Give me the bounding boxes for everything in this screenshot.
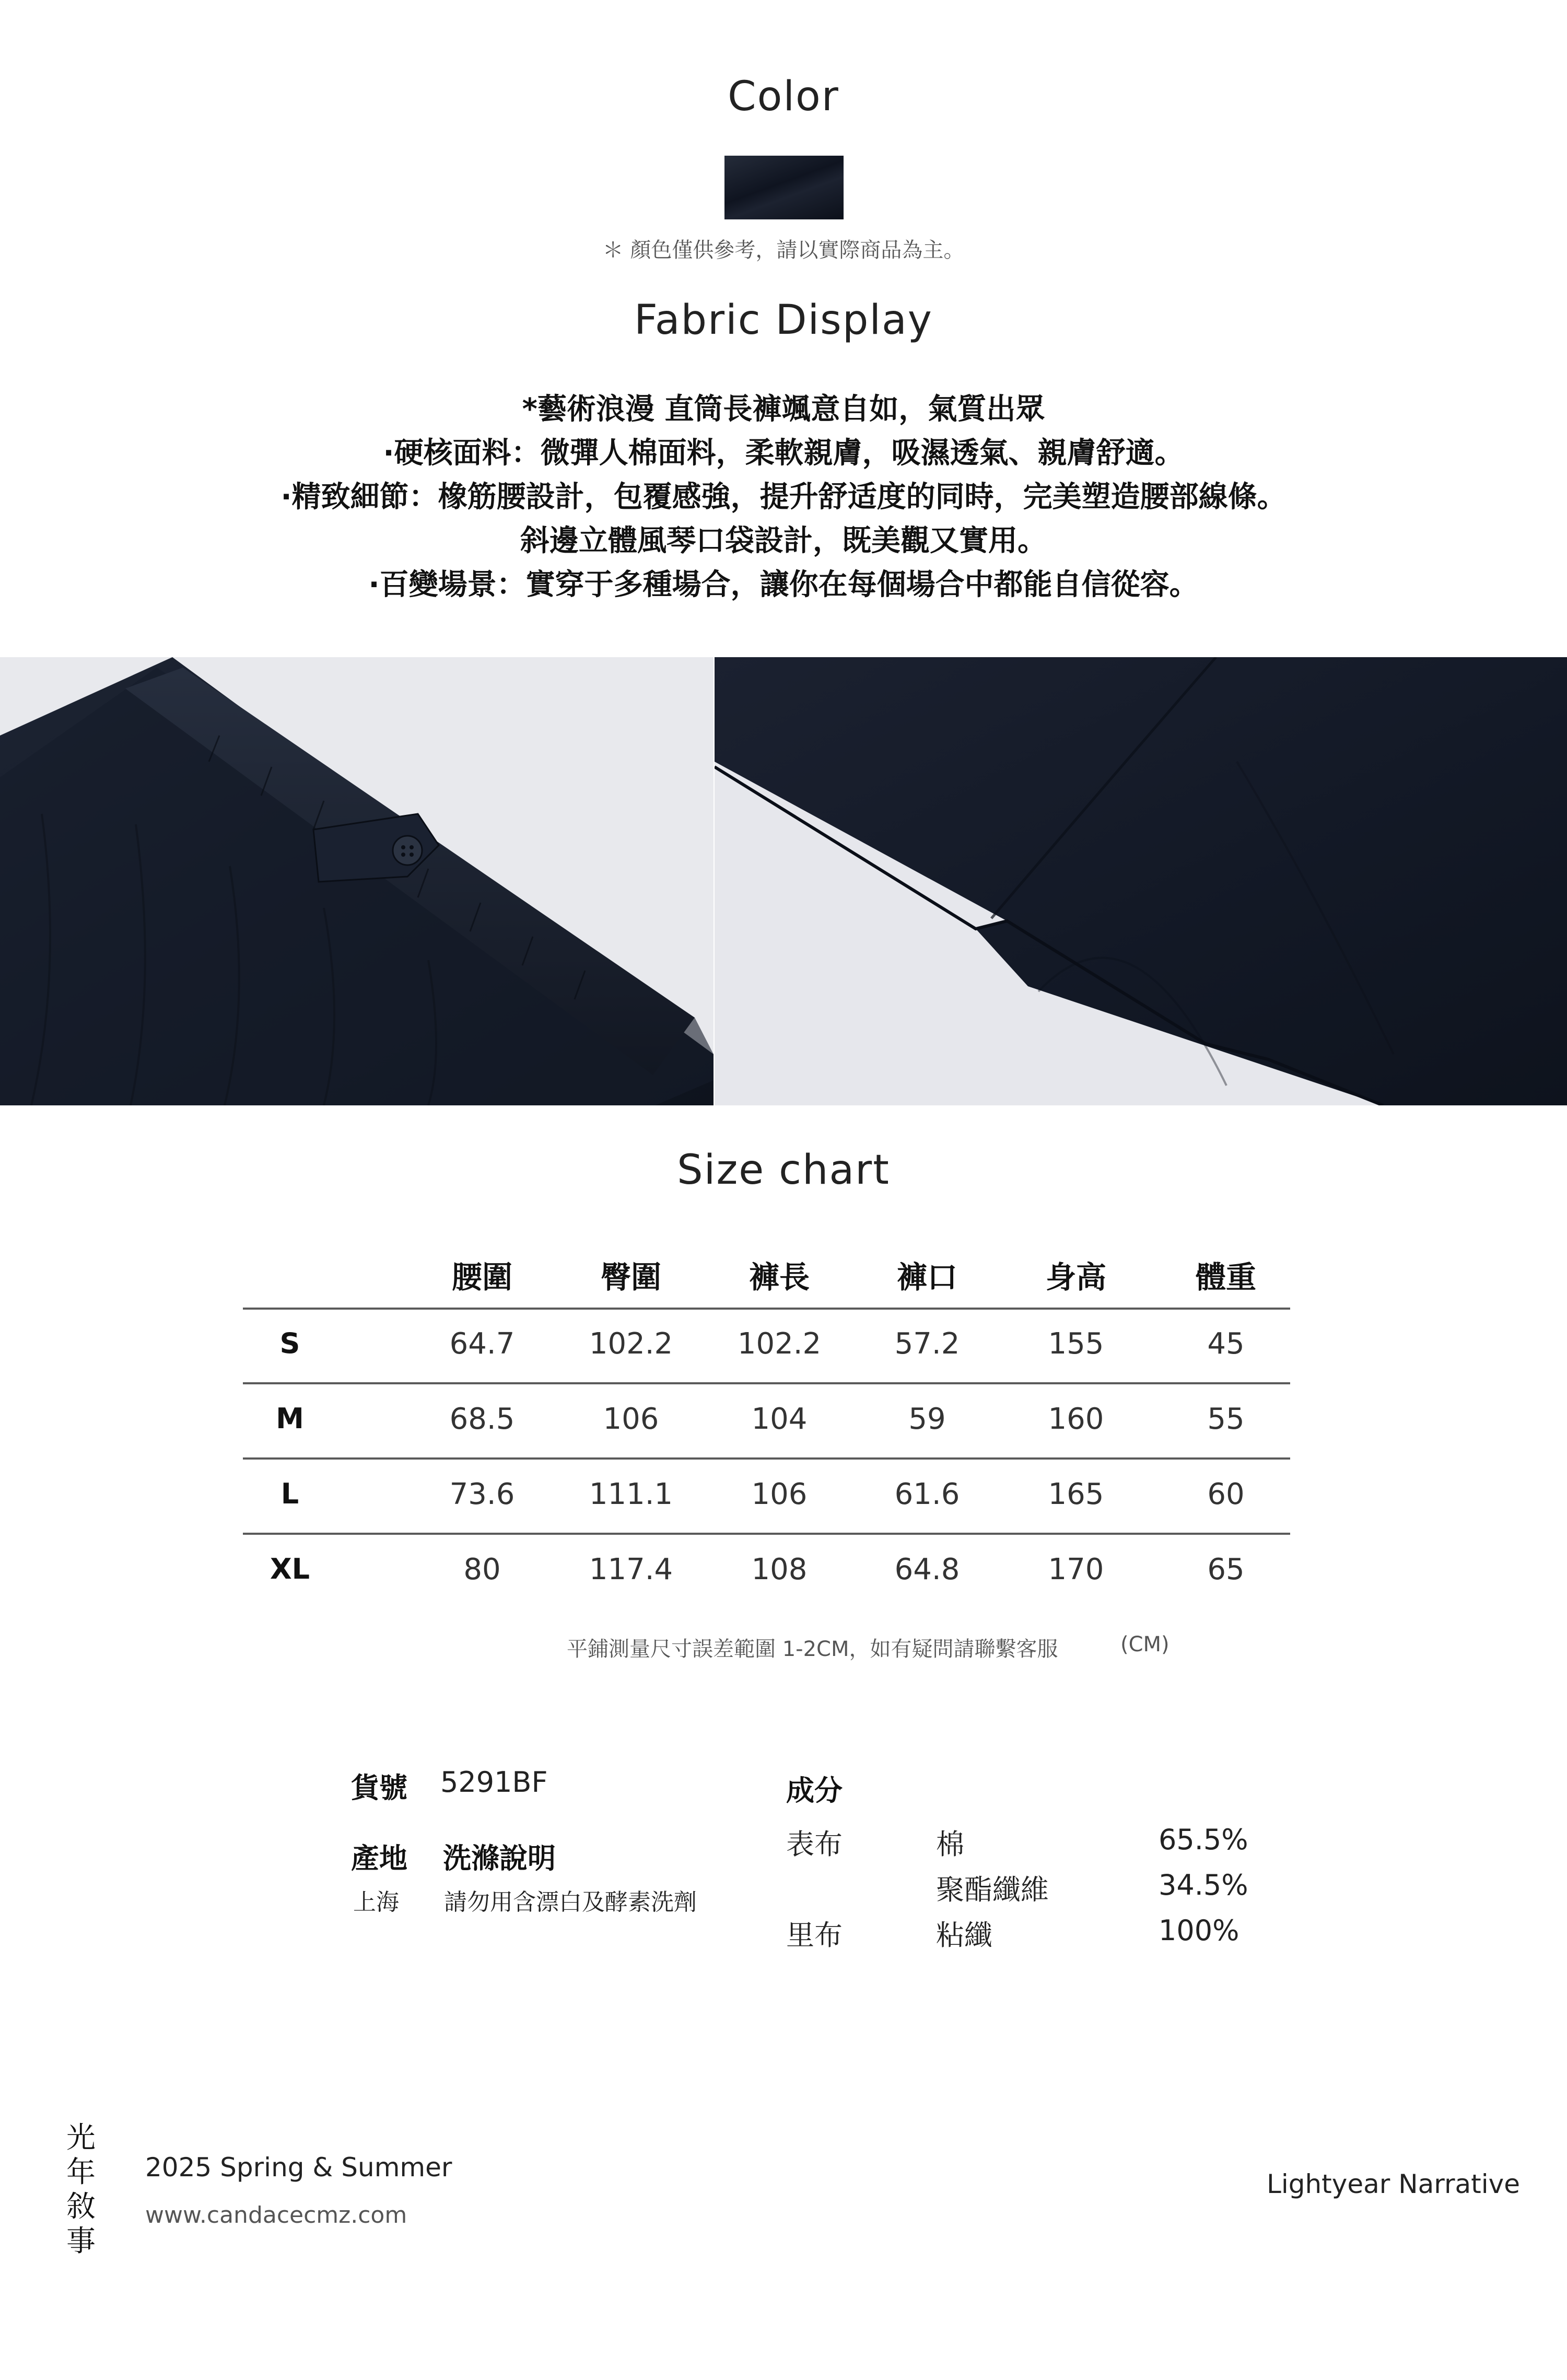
season-text: 2025 Spring & Summer — [145, 2152, 452, 2183]
table-cell: 57.2 — [894, 1327, 960, 1361]
table-divider — [243, 1382, 1290, 1384]
table-cell: 80 — [463, 1553, 501, 1586]
table-cell: 108 — [751, 1553, 808, 1586]
lining-percent-1: 100% — [1159, 1914, 1239, 1947]
sku-label: 貨號 — [351, 1771, 407, 1804]
fabric-line-4: 斜邊立體風琴口袋設計，既美觀又實用。 — [520, 524, 1047, 558]
table-cell: 60 — [1207, 1477, 1245, 1511]
sku-value: 5291BF — [440, 1766, 548, 1799]
table-cell: 165 — [1048, 1477, 1104, 1511]
table-cell: 160 — [1048, 1402, 1104, 1436]
header-height: 身高 — [1045, 1259, 1106, 1295]
row-size-label: M — [276, 1402, 304, 1435]
outer-percent-2: 34.5% — [1159, 1869, 1248, 1901]
table-cell: 170 — [1048, 1553, 1104, 1586]
vertical-brand-name — [63, 2121, 99, 2259]
table-cell: 102.2 — [589, 1327, 673, 1361]
outer-material-2: 聚酯纖維 — [936, 1873, 1049, 1906]
row-size-label: S — [279, 1327, 300, 1360]
size-chart-unit: (CM) — [1120, 1632, 1170, 1656]
wash-value: 請勿用含漂白及酵素洗劑 — [444, 1889, 697, 1916]
outer-percent-1: 65.5% — [1159, 1823, 1248, 1856]
table-divider — [243, 1308, 1290, 1310]
color-title: Color — [728, 73, 839, 120]
fabric-line-1: *藝術浪漫 直筒長褲颯意自如，氣質出眾 — [522, 392, 1045, 426]
composition-label: 成分 — [786, 1774, 843, 1807]
table-cell: 106 — [751, 1477, 808, 1511]
header-leg-opening: 褲口 — [896, 1259, 957, 1295]
origin-value: 上海 — [353, 1889, 399, 1916]
waistband-detail-photo — [0, 657, 714, 1105]
brand-en: Lightyear Narrative — [1267, 2169, 1520, 2199]
lining-material-1: 粘纖 — [936, 1919, 992, 1952]
header-length: 褲長 — [749, 1259, 810, 1295]
brand-char: 敘 — [66, 2190, 96, 2224]
table-divider — [243, 1533, 1290, 1535]
fabric-line-3: ·精致細節：橡筋腰設計，包覆感強，提升舒适度的同時，完美塑造腰部線條。 — [280, 480, 1287, 514]
table-cell: 73.6 — [449, 1477, 515, 1511]
table-cell: 104 — [751, 1402, 808, 1436]
outer-fabric-label: 表布 — [786, 1828, 843, 1861]
table-cell: 68.5 — [449, 1402, 515, 1436]
size-chart-title: Size chart — [677, 1147, 890, 1194]
header-waist: 腰圍 — [451, 1259, 512, 1295]
website-link[interactable]: www.candacecmz.com — [145, 2202, 407, 2229]
table-cell: 102.2 — [737, 1327, 822, 1361]
table-cell: 64.8 — [894, 1553, 960, 1586]
hem-detail-photo — [715, 657, 1567, 1105]
row-size-label: L — [280, 1477, 299, 1510]
hem-illustration — [715, 657, 1567, 1105]
header-hip: 臀圍 — [600, 1259, 661, 1295]
waistband-illustration — [0, 657, 714, 1105]
row-size-label: XL — [270, 1553, 310, 1585]
color-note: ＊ 顏色僅供參考，請以實際商品為主。 — [602, 238, 965, 262]
color-swatch[interactable] — [724, 156, 844, 219]
table-cell: 106 — [603, 1402, 659, 1436]
table-cell: 111.1 — [589, 1477, 673, 1511]
brand-char: 事 — [66, 2224, 96, 2258]
lining-label: 里布 — [786, 1919, 843, 1952]
outer-material-1: 棉 — [936, 1828, 964, 1861]
brand-char: 年 — [66, 2155, 96, 2189]
size-chart-note: 平鋪測量尺寸誤差範圍 1-2CM，如有疑問請聯繫客服 — [567, 1637, 1058, 1661]
wash-label: 洗滌說明 — [443, 1842, 556, 1875]
brand-char: 光 — [66, 2121, 96, 2155]
header-weight: 體重 — [1195, 1259, 1256, 1295]
fabric-line-2: ·硬核面料：微彈人棉面料，柔軟親膚，吸濕透氣、親膚舒適。 — [383, 436, 1184, 470]
table-cell: 55 — [1207, 1402, 1245, 1436]
origin-label: 產地 — [351, 1842, 407, 1875]
table-cell: 45 — [1207, 1327, 1245, 1361]
table-cell: 65 — [1207, 1553, 1245, 1586]
table-cell: 155 — [1048, 1327, 1104, 1361]
fabric-line-5: ·百變場景：實穿于多種場合，讓你在每個場合中都能自信從容。 — [368, 568, 1199, 602]
table-cell: 61.6 — [894, 1477, 960, 1511]
fabric-title: Fabric Display — [634, 297, 933, 344]
table-cell: 117.4 — [589, 1553, 673, 1586]
table-cell: 64.7 — [449, 1327, 515, 1361]
fabric-description — [0, 388, 1567, 607]
table-cell: 59 — [908, 1402, 946, 1436]
table-divider — [243, 1457, 1290, 1460]
